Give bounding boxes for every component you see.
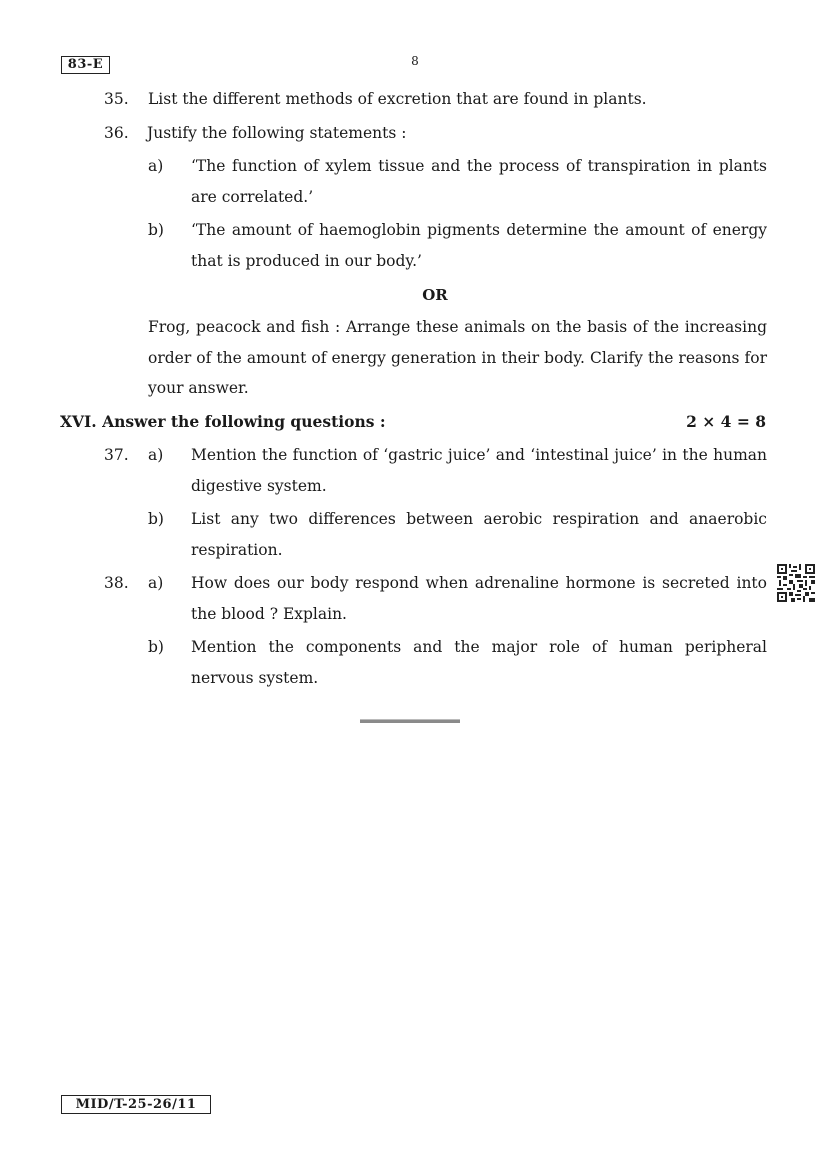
question-36-alternative-text: Frog, peacock and fish : Arrange these animals on the basis of the increasing order of the amount of energy generation in their body. Clarify the reasons for your answer. [148, 318, 767, 397]
question-36-text: Justify the following statements : [147, 124, 407, 142]
question-36-number: 36. [104, 124, 129, 142]
question-38-number: 38. [104, 574, 129, 592]
page-number: 8 [411, 54, 419, 68]
question-36b-text: ‘The amount of haemoglobin pigments determine the amount of energy that is produced in our body.’ [191, 221, 767, 270]
question-38b-label: b) [148, 638, 164, 656]
section-marks: 2 × 4 = 8 [686, 412, 766, 431]
question-37b-label: b) [148, 510, 164, 528]
qr-code-icon [777, 564, 815, 602]
question-36a-text: ‘The function of xylem tissue and the process of transpiration in plants are correlated.’ [191, 157, 767, 206]
question-36a-label: a) [148, 157, 164, 175]
question-36b-label: b) [148, 221, 164, 239]
section-title: XVI. Answer the following questions : [60, 412, 386, 431]
question-38b-text: Mention the components and the major role of human peripheral nervous system. [191, 638, 767, 687]
or-divider: OR [422, 286, 448, 304]
question-37b-text: List any two differences between aerobic respiration and anaerobic respiration. [191, 510, 767, 559]
end-of-questions-rule [360, 719, 460, 723]
question-37a-label: a) [148, 446, 164, 464]
footer-code: MID/T-25-26/11 [61, 1095, 211, 1114]
question-37-number: 37. [104, 446, 129, 464]
paper-code: 83-E [61, 56, 110, 74]
question-38a-text: How does our body respond when adrenaline hormone is secreted into the blood ? Explain. [191, 574, 767, 623]
question-38a-label: a) [148, 574, 164, 592]
question-35-text: List the different methods of excretion that are found in plants. [148, 90, 647, 108]
question-35-number: 35. [104, 90, 129, 108]
question-37a-text: Mention the function of ‘gastric juice’ and ‘intestinal juice’ in the human digestive system. [191, 446, 767, 495]
